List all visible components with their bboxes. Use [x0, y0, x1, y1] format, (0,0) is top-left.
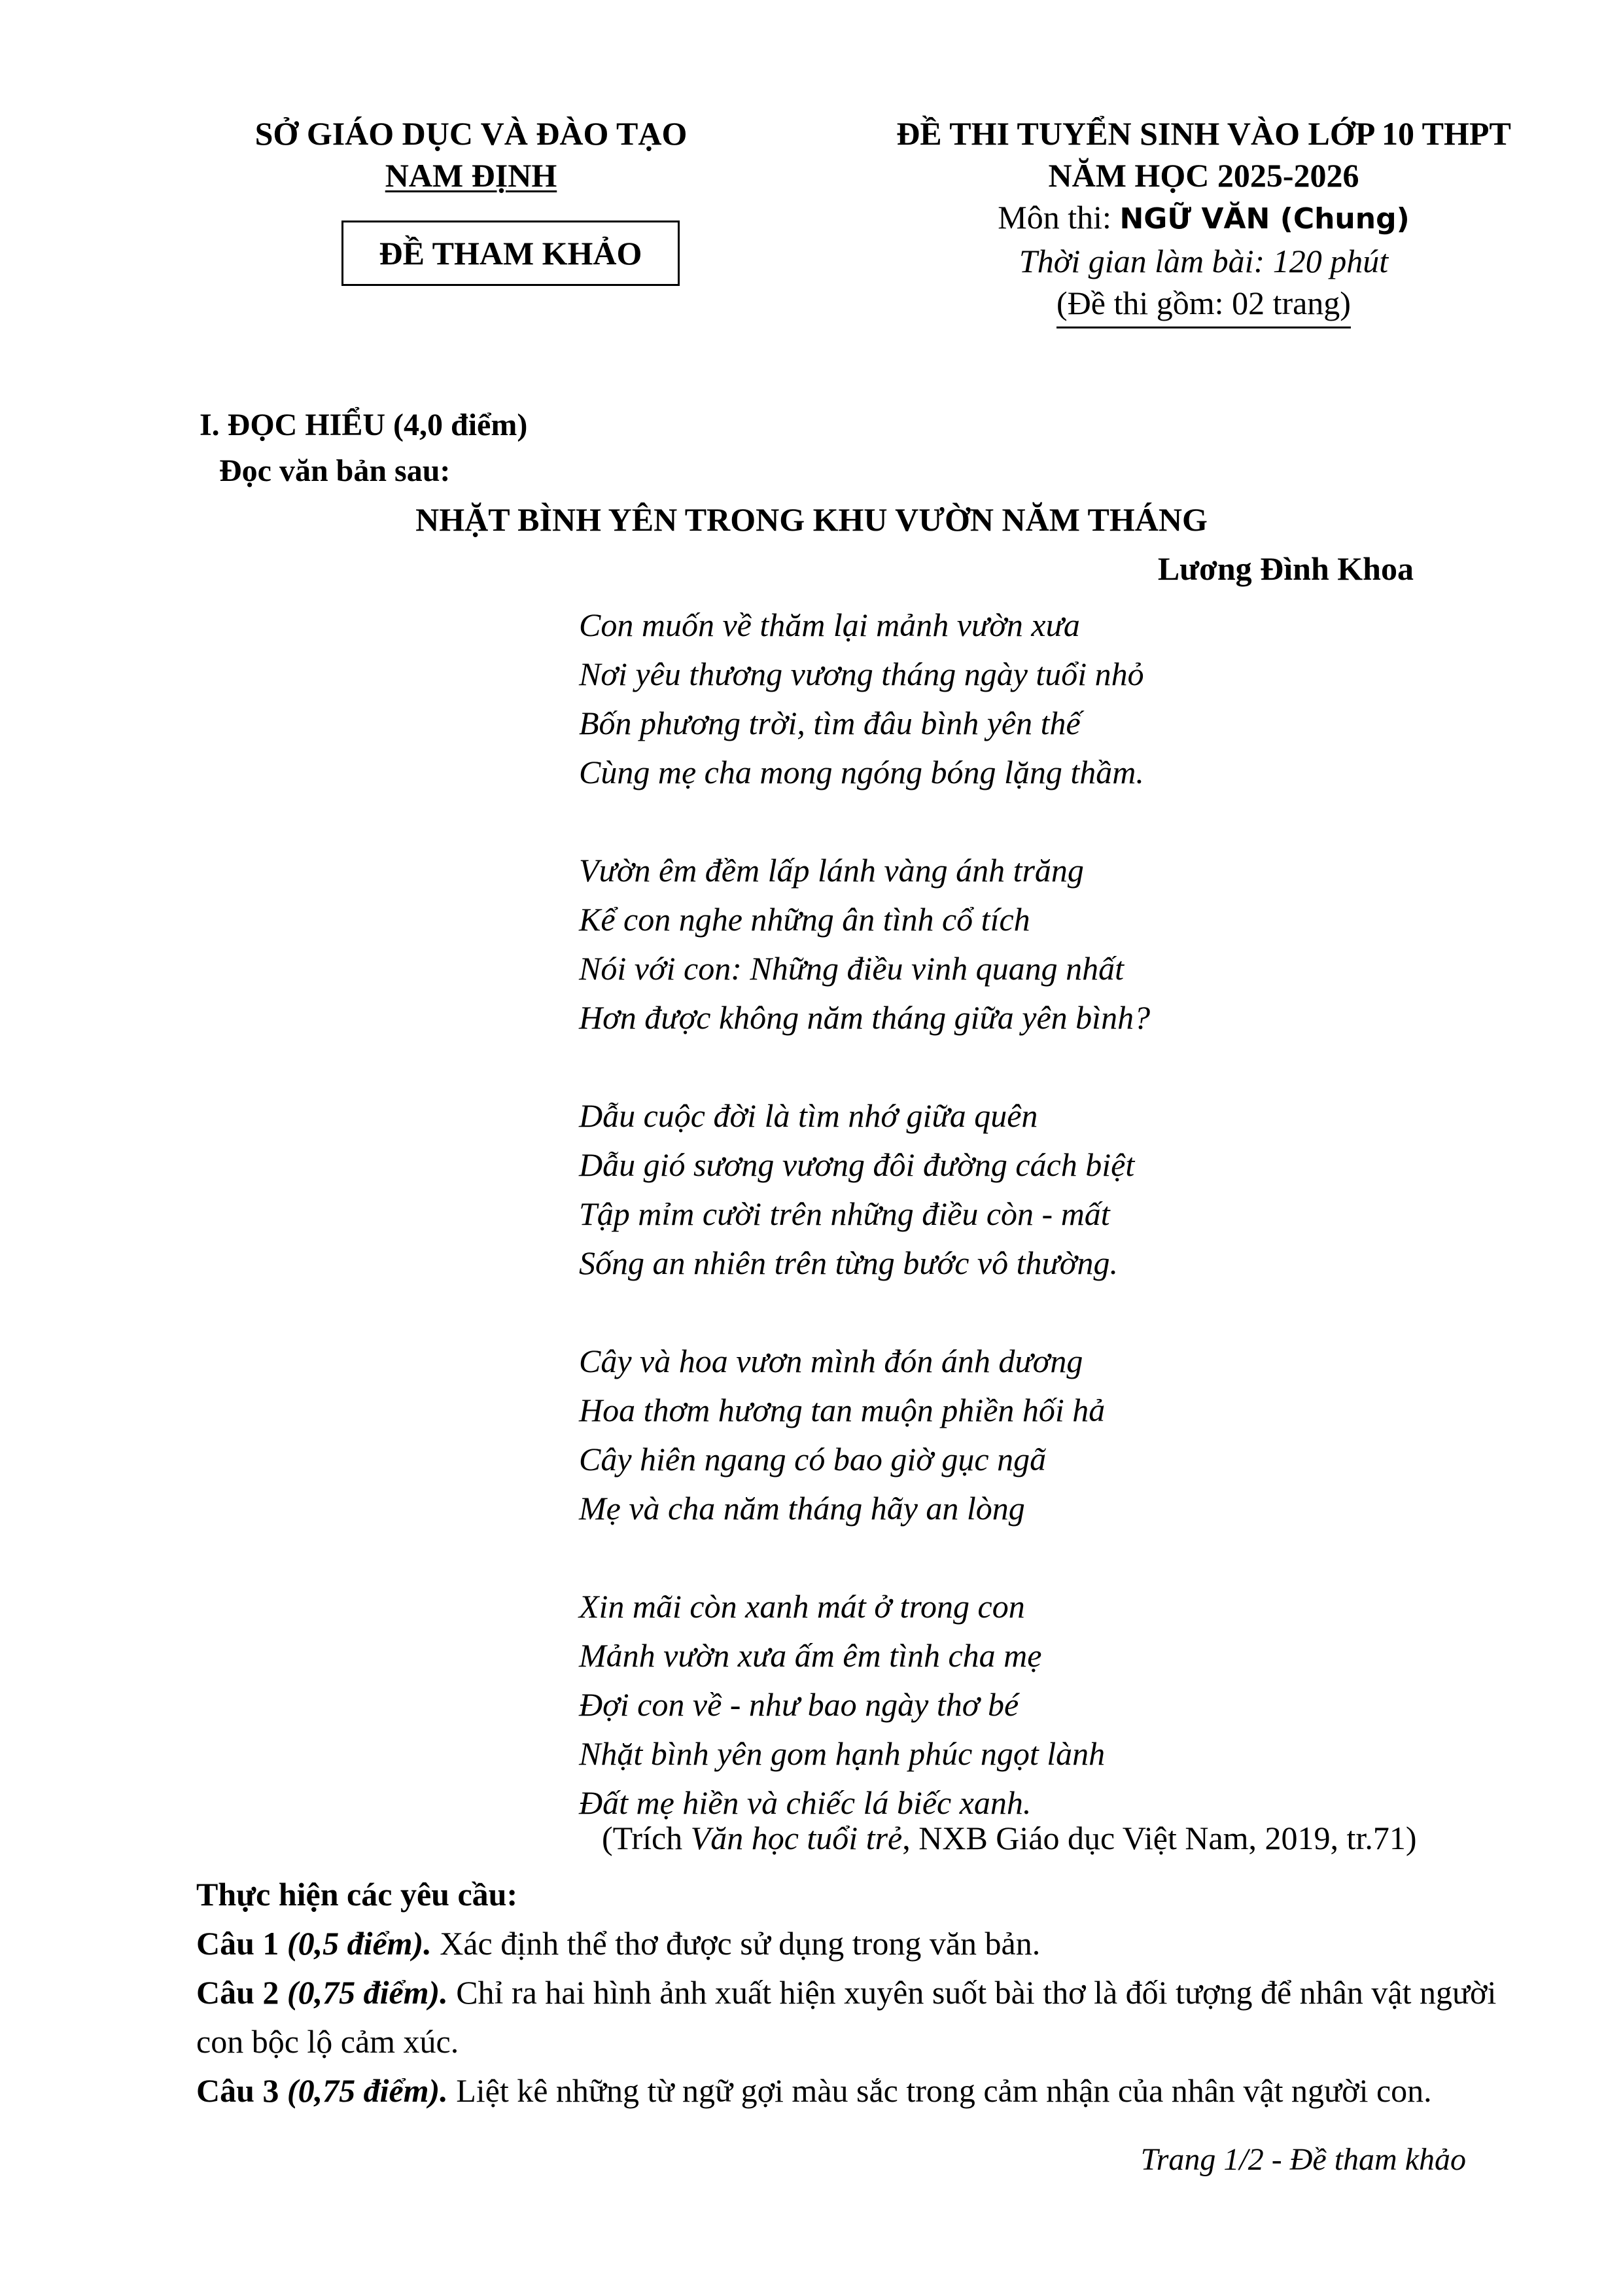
poem-line: Mẹ và cha năm tháng hãy an lòng	[579, 1490, 1025, 1527]
poem-line: Đất mẹ hiền và chiếc lá biếc xanh.	[579, 1784, 1032, 1821]
poem-line: Nhặt bình yên gom hạnh phúc ngọt lành	[579, 1735, 1106, 1772]
poem-line: Nơi yêu thương vương tháng ngày tuổi nhỏ	[579, 656, 1144, 692]
poem-line: Đợi con về - như bao ngày thơ bé	[579, 1686, 1019, 1723]
question-text: Chỉ ra hai hình ảnh xuất hiện xuyên suốt bài thơ là đối tượng để nhân vật người con bộc lộ cảm xúc.	[196, 1974, 1497, 2060]
question-label: Câu 1	[196, 1925, 287, 1962]
page-footer: Trang 1/2 - Đề tham khảo	[1140, 2142, 1466, 2177]
poem-line: Sống an nhiên trên từng bước vô thường.	[579, 1245, 1118, 1281]
reading-instruction: Đọc văn bản sau:	[219, 453, 451, 488]
question-3	[196, 2066, 1498, 2115]
poem-line: Cùng mẹ cha mong ngóng bóng lặng thầm.	[579, 754, 1144, 790]
stanza	[579, 601, 1150, 797]
question-label: Câu 2	[196, 1974, 287, 2011]
poem-line: Cây hiên ngang có bao giờ gục ngã	[579, 1441, 1047, 1477]
subject-prefix: Môn thi:	[998, 199, 1120, 236]
school-year: NĂM HỌC 2025-2026	[1048, 157, 1359, 194]
poem-line: Bốn phương trời, tìm đâu bình yên thế	[579, 705, 1081, 741]
tasks-section	[196, 1870, 1498, 2115]
stanza	[579, 1091, 1150, 1288]
poem-line: Tập mỉm cười trên những điều còn - mất	[579, 1195, 1110, 1232]
question-1	[196, 1919, 1498, 1968]
issuing-authority	[222, 113, 720, 196]
poem-line: Hoa thơm hương tan muộn phiền hối hả	[579, 1392, 1106, 1428]
poem-line: Xin mãi còn xanh mát ở trong con	[579, 1588, 1025, 1625]
stanza	[579, 1337, 1150, 1533]
poem-title: NHẶT BÌNH YÊN TRONG KHU VƯỜN NĂM THÁNG	[415, 501, 1208, 538]
source-suffix: , NXB Giáo dục Việt Nam, 2019, tr.71)	[902, 1820, 1417, 1856]
question-points: (0,75 điểm).	[287, 1974, 448, 2011]
question-points: (0,75 điểm).	[287, 2072, 448, 2109]
poem-source	[602, 1819, 1417, 1857]
exam-info	[850, 113, 1557, 328]
poem-line: Dẫu cuộc đời là tìm nhớ giữa quên	[579, 1097, 1038, 1134]
poem-line: Hơn được không năm tháng giữa yên bình?	[579, 999, 1151, 1036]
question-text: Liệt kê những từ ngữ gợi màu sắc trong cảm nhận của nhân vật người con.	[447, 2072, 1432, 2109]
source-prefix: (Trích	[602, 1820, 691, 1856]
poem-line: Kể con nghe những ân tình cổ tích	[579, 901, 1030, 938]
poem-line: Mảnh vườn xưa ấm êm tình cha mẹ	[579, 1637, 1042, 1674]
question-2	[196, 1968, 1498, 2066]
poem-body	[579, 601, 1150, 1828]
exam-title: ĐỀ THI TUYỂN SINH VÀO LỚP 10 THPT	[896, 115, 1511, 152]
tasks-heading: Thực hiện các yêu cầu:	[196, 1876, 518, 1913]
exam-duration: Thời gian làm bài: 120 phút	[1019, 243, 1389, 279]
poem-line: Vườn êm đềm lấp lánh vàng ánh trăng	[579, 852, 1084, 889]
poem-line: Dẫu gió sương vương đôi đường cách biệt	[579, 1146, 1135, 1183]
province-name: NAM ĐỊNH	[385, 157, 557, 194]
poem-line: Cây và hoa vươn mình đón ánh dương	[579, 1343, 1083, 1379]
poem-author: Lương Đình Khoa	[1157, 550, 1414, 587]
question-points: (0,5 điểm).	[287, 1925, 432, 1962]
stanza	[579, 1582, 1150, 1828]
reference-exam-label: ĐỀ THAM KHẢO	[379, 235, 642, 272]
subject-name: NGỮ VĂN (Chung)	[1119, 202, 1410, 236]
question-text: Xác định thể thơ được sử dụng trong văn bản.	[431, 1925, 1041, 1962]
exam-subject-line	[850, 196, 1557, 240]
poem-line: Nói với con: Những điều vinh quang nhất	[579, 950, 1125, 987]
page-count: (Đề thi gồm: 02 trang)	[1056, 282, 1351, 328]
question-label: Câu 3	[196, 2072, 287, 2109]
reference-exam-box	[341, 221, 680, 286]
section-heading: I. ĐỌC HIỂU (4,0 điểm)	[200, 408, 528, 442]
source-book: Văn học tuổi trẻ	[690, 1820, 903, 1856]
stanza	[579, 846, 1150, 1042]
poem-line: Con muốn về thăm lại mảnh vườn xưa	[579, 607, 1080, 643]
department-name: SỞ GIÁO DỤC VÀ ĐÀO TẠO	[254, 115, 688, 152]
